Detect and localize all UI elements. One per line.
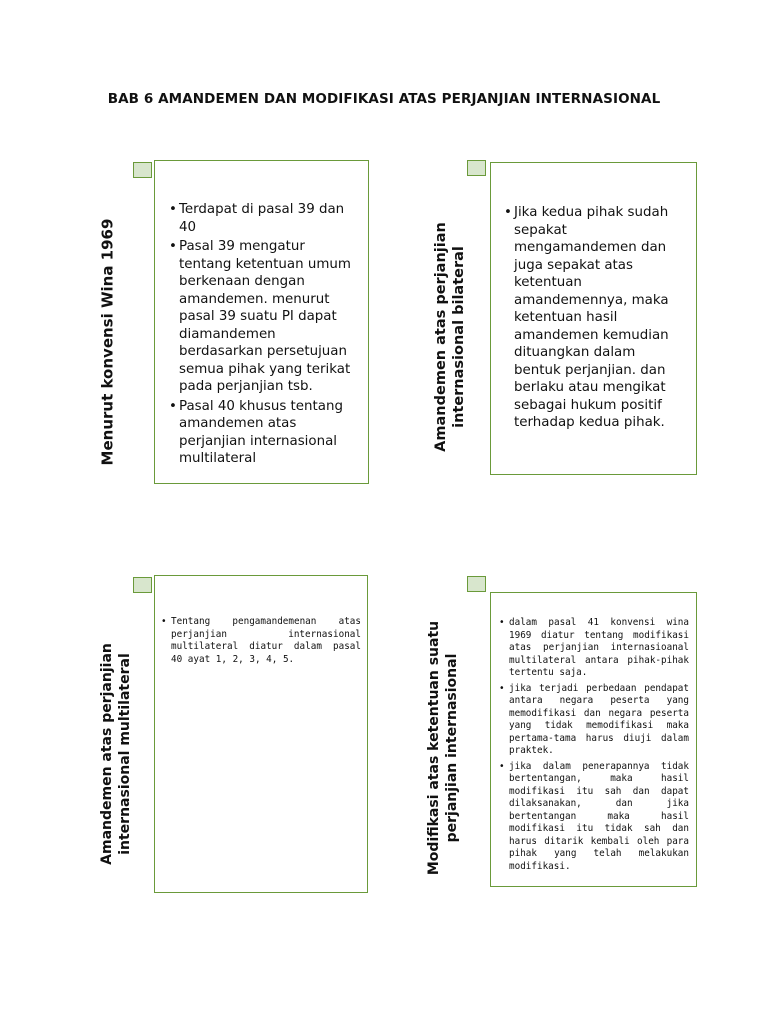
section-3-label-line-2: internasional multilateral [117, 653, 133, 855]
section-4-card [490, 592, 697, 887]
section-3-tab-marker [133, 577, 152, 593]
list-item: • Tentang pengamandemenan atas perjanjian internasional multilateral diatur dalam pasal 40 ayat 1, 2, 3, 4, 5. [161, 616, 361, 666]
section-2-bullet-list [504, 204, 684, 434]
list-item: • Terdapat di pasal 39 dan 40 [169, 201, 361, 236]
section-1-bullet-list [169, 201, 361, 470]
list-item: • jika terjadi perbedaan pendapat antara negara peserta yang memodifikasi dan negara peserta yang tidak memodifikasi maka pertama-tama harus diuji dalam praktek. [499, 683, 689, 758]
section-1-label-line-1: Menurut konvensi Wina 1969 [98, 218, 117, 466]
section-2-label-line-2: internasional bilateral [451, 246, 467, 428]
section-3-label-line-1: Amandemen atas perjanjian [99, 643, 115, 865]
list-item: • Pasal 40 khusus tentang amandemen atas perjanjian internasional multilateral [169, 398, 361, 468]
page-title: BAB 6 AMANDEMEN DAN MODIFIKASI ATAS PERJANJIAN INTERNASIONAL [107, 91, 661, 107]
list-item: • jika dalam penerapannya tidak bertentangan, maka hasil modifikasi itu sah dan dapat dilaksanakan, dan jika bertentangan maka hasil modifikasi itu tidak sah dan harus ditarik kembali oleh para pihak yang telah melakukan modifikasi. [499, 761, 689, 874]
section-4-label-line-1: Modifikasi atas ketentuan suatu [426, 620, 442, 876]
section-2-tab-marker [467, 160, 486, 176]
list-item: • dalam pasal 41 konvensi wina 1969 diatur tentang modifikasi atas perjanjian internasioanal multilateral antara pihak-pihak tertentu saja. [499, 617, 689, 680]
section-4-label-line-2: perjanjian internasional [444, 653, 460, 843]
list-item: • Pasal 39 mengatur tentang ketentuan umum berkenaan dengan amandemen. menurut pasal 39 suatu PI dapat diamandemen berdasarkan persetujuan semua pihak yang terikat pada perjanjian tsb. [169, 238, 361, 396]
section-1-card [154, 160, 369, 484]
section-2-card [490, 162, 697, 475]
list-item: • Jika kedua pihak sudah sepakat mengamandemen dan juga sepakat atas ketentuan amandemennya, maka ketentuan hasil amandemen kemudian dituangkan dalam bentuk perjanjian. dan berlaku atau mengikat sebagai hukum positif terhadap kedua pihak. [504, 204, 684, 432]
section-1-tab-marker [133, 162, 152, 178]
section-4-tab-marker [467, 576, 486, 592]
section-2-label-line-1: Amandemen atas perjanjian [433, 222, 449, 452]
section-3-card [154, 575, 368, 893]
section-3-bullet-list [161, 616, 361, 669]
section-4-bullet-list [499, 617, 689, 876]
